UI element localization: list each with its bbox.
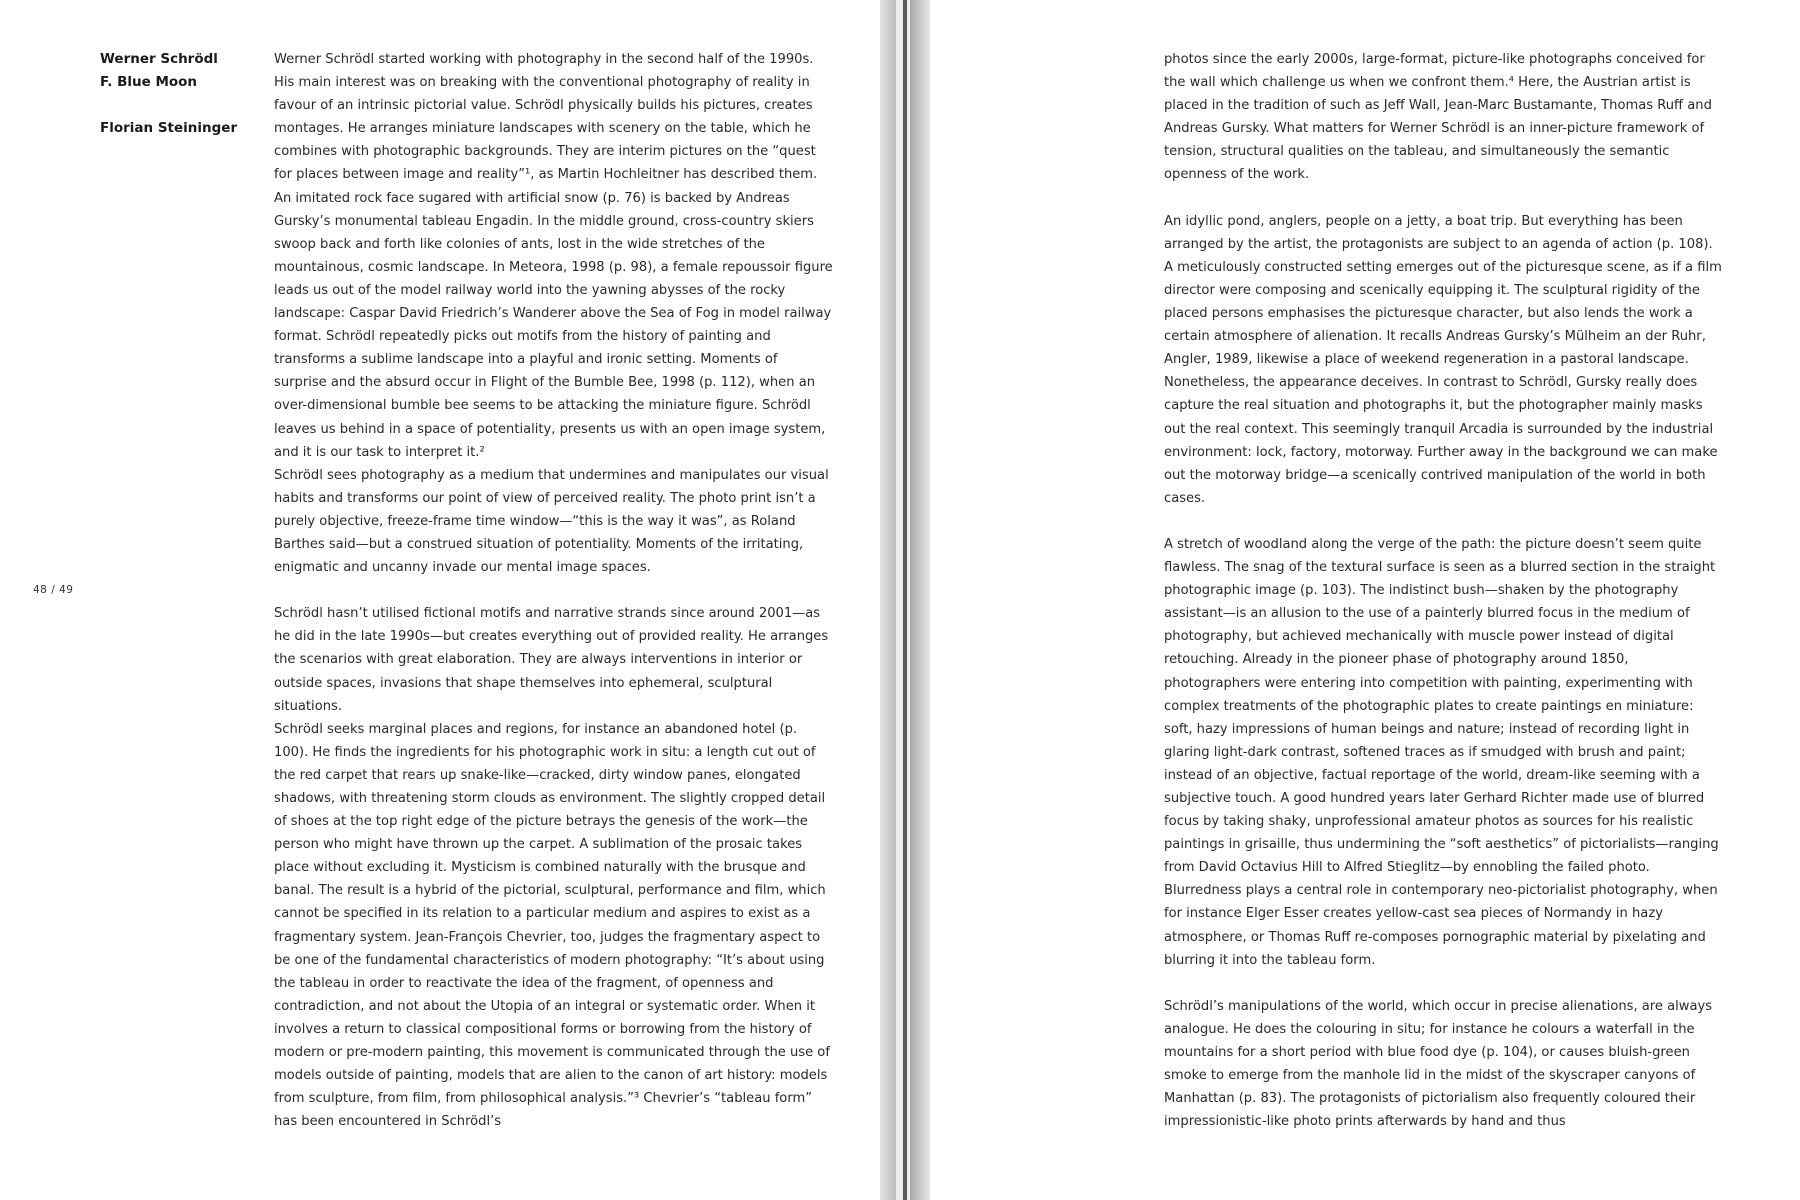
gutter-shadow-left — [880, 0, 896, 1200]
body-paragraph: An idyllic pond, anglers, people on a jetty, a boat trip. But everything has been arranged by the artist, the protagonists are subject to an agenda of action (p. 108). A meticulously constructed setting emerges out of the picturesque scene, as if a film director were composing and scenically equipping it. The sculptural rigidity of the placed persons emphasises the picturesque character, but also lends the work a certain atmosphere of alienation. It recalls Andreas Gursky’s Mülheim an der Ruhr, Angler, 1989, likewise a place of weekend regeneration in a pastoral landscape. Nonetheless, the appearance deceives. In contrast to Schrödl, Gursky really does capture the real situation and photographs it, but the photographer mainly masks out the real context. This seemingly tranquil Arcadia is surrounded by the industrial environment: lock, factory, motorway. Further away in the background we can make out the motorway bridge—a scenically contrived manipulation of the world in both cases. — [1164, 213, 1722, 506]
credit-spacer — [100, 94, 250, 117]
work-title: F. Blue Moon — [100, 74, 198, 90]
body-paragraph: Schrödl sees photography as a medium that undermines and manipulates our visual habits and transforms our point of view of perceived reality. The photo print isn’t a purely objective, freeze-frame time window—“this is the way it was”, as Roland Barthes said—but a construed situation of potentiality. Moments of the irritating, enigmatic and uncanny invade our mental image spaces. — [274, 467, 829, 576]
body-paragraph: photos since the early 2000s, large-format, picture-like photographs conceived for the wall which challenge us when we confront them.⁴ Here, the Austrian artist is placed in the tradition of such as Jeff Wall, Jean-Marc Bustamante, Thomas Ruff and Andreas Gursky. What matters for Werner Schrödl is an inner-picture framework of tension, structural qualities on the tableau, and simultaneously the semantic openness of the work. — [1164, 52, 1712, 183]
page-numbers: 48 / 49 — [33, 584, 74, 596]
body-paragraph: Schrödl seeks marginal places and regions, for instance an abandoned hotel (p. 100). He finds the ingredients for his photographic work in situ: a length cut out of the red carpet that rears up snake-like—cracked, dirty window panes, elongated shadows, with threatening storm clouds as environment. The slightly cropped detail of shoes at the top right edge of the picture betrays the genesis of the work—the person who might have thrown up the carpet. A sublimation of the prosaic takes place without excluding it. Mysticism is combined naturally with the brusque and banal. The result is a hybrid of the pictorial, sculptural, performance and film, which cannot be specified in its relation to a particular medium and aspires to exist as a fragmentary system. Jean-François Chevrier, too, judges the fragmentary aspect to be one of the fundamental characteristics of modern photography: “It’s about using the tableau in order to reactivate the idea of the fragment, of openness and contradiction, and not about the Utopia of an integral or systematic order. When it involves a return to classical compositional forms or borrowing from the history of modern or pre-modern painting, this movement is communicated through the use of models outside of painting, models that are alien to the canon of art history: models from sculpture, from film, from philosophical analysis.”³ Chevrier’s “tableau form” has been encountered in Schrödl’s — [274, 721, 830, 1130]
binding-line — [903, 0, 907, 1200]
article-credits — [100, 48, 250, 140]
left-text-column — [274, 48, 834, 1133]
body-paragraph: Schrödl’s manipulations of the world, which occur in precise alienations, are always analogue. He does the colouring in situ; for instance he colours a waterfall in the mountains for a short period with blue food dye (p. 104), or causes bluish-green smoke to emerge from the manhole lid in the midst of the skyscraper canyons of Manhattan (p. 83). The protagonists of pictorialism also frequently coloured their impressionistic-like photo prints afterwards by hand and thus — [1164, 998, 1713, 1130]
artist-name: Werner Schrödl — [100, 51, 218, 67]
body-paragraph: Schrödl hasn’t utilised fictional motifs and narrative strands since around 2001—as he did in the late 1990s—but creates everything out of provided reality. He arranges the scenarios with great elaboration. They are always interventions in interior or outside spaces, invasions that shape themselves into ephemeral, sculptural situations. — [274, 606, 829, 714]
body-paragraph: Werner Schrödl started working with photography in the second half of the 1990s. His main interest was on breaking with the conventional photography of reality in favour of an intrinsic pictorial value. Schrödl physically builds his pictures, creates montages. He arranges miniature landscapes with scenery on the table, which he combines with photographic backgrounds. They are interim pictures on the “quest for places between image and reality”¹, as Martin Hochleitner has described them. An imitated rock face sugared with artificial snow (p. 76) is backed by Andreas Gursky’s monumental tableau Engadin. In the middle ground, cross-country skiers swoop back and forth like colonies of ants, lost in the wide stretches of the mountainous, cosmic landscape. In Meteora, 1998 (p. 98), a female repoussoir figure leads us out of the model railway world into the yawning abysses of the rocky landscape: Caspar David Friedrich’s Wanderer above the Sea of Fog in model railway format. Schrödl repeatedly picks out motifs from the history of painting and transforms a sublime landscape into a playful and ironic setting. Moments of surprise and the absurd occur in Flight of the Bumble Bee, 1998 (p. 112), when an over-dimensional bumble bee seems to be attacking the miniature figure. Schrödl leaves us behind in a space of potentiality, presents us with an open image system, and it is our task to interpret it.² — [274, 52, 833, 460]
right-text-column — [1164, 48, 1724, 1133]
gutter-shadow-right — [910, 0, 930, 1200]
author-name: Florian Steininger — [100, 120, 238, 136]
body-paragraph: A stretch of woodland along the verge of the path: the picture doesn’t seem quite flawless. The snag of the textural surface is seen as a blurred section in the straight photographic image (p. 103). The indistinct bush—shaken by the photography assistant—is an allusion to the use of a painterly blurred focus in the medium of photography, but achieved mechanically with muscle power instead of digital retouching. Already in the pioneer phase of photography around 1850, photographers were entering into competition with painting, experimenting with complex treatments of the photographic plates to create paintings en miniature: soft, hazy impressions of human beings and nature; instead of recording light in glaring light-dark contrast, softened traces as if smudged with brush and paint; instead of an objective, factual reportage of the world, dream-like seeming with a subjective touch. A good hundred years later Gerhard Richter made use of blurred focus by taking shaky, unprofessional amateur photos as sources for his realistic paintings in grisaille, thus undermining the “soft aesthetics” of pictorialists—ranging from David Octavius Hill to Alfred Stieglitz—by ennobling the failed photo. Blurredness plays a central role in contemporary neo-pictorialist photography, when for instance Elger Esser creates yellow-cast sea pieces of Normandy in hazy atmosphere, or Thomas Ruff re-composes pornographic material by pixelating and blurring it into the tableau form. — [1164, 536, 1719, 968]
